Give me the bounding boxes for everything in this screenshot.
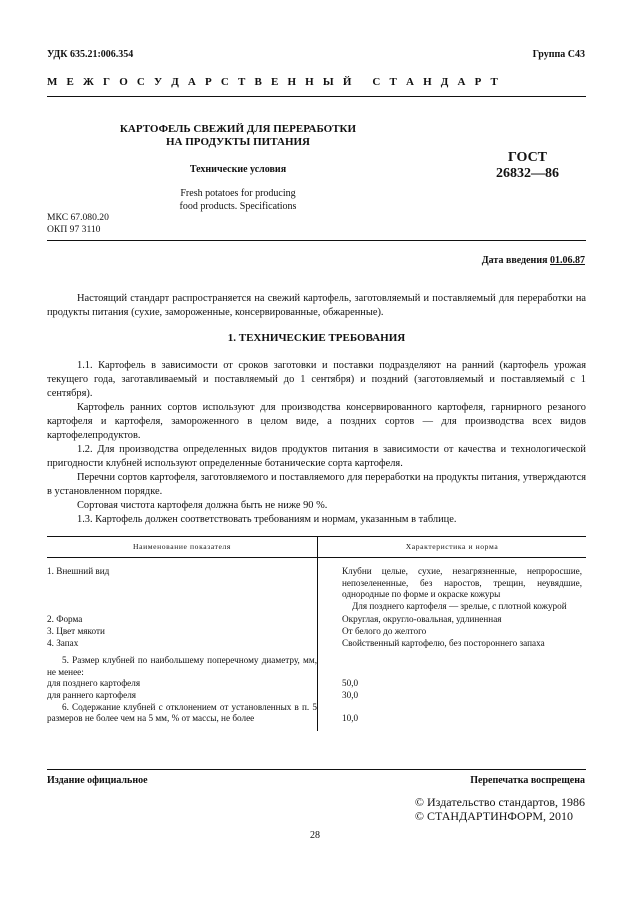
table-row [47,558,586,613]
column-header-norm: Характеристика и норма [318,537,587,558]
row-size-name: 5. Размер клубней по наибольшему поперечному диаметру, мм, не менее: [47,649,318,678]
row-appearance-name: 1. Внешний вид [47,558,318,613]
row-shape-name: 2. Форма [47,612,318,626]
introduction-date [482,255,585,266]
table-row [47,626,586,638]
title-line-2: НА ПРОДУКТЫ ПИТАНИЯ [165,136,310,148]
copyright-2010: © СТАНДАРТИНФОРМ, 2010 [414,809,574,823]
row-flesh-color-name: 3. Цвет мякоти [47,626,318,638]
footer-divider [47,769,586,770]
row-size-early-name: для раннего картофеля [47,690,318,702]
table-row [47,649,586,678]
column-header-indicator: Наименование показателя [47,537,318,558]
table-row [47,690,586,702]
interstate-standard-banner: М Е Ж Г О С У Д А Р С Т В Е Н Н Ы Й С Т А Н Д А Р Т [47,76,502,88]
okp-code: ОКП 97 3110 [47,224,101,235]
row-size-late-name: для позднего картофеля [47,678,318,690]
paragraph-1-1: 1.1. Картофель в зависимости от сроков заготовки и поставки подразделяют на ранний (картофель урожая текущего года, заготавливаемый и поставляемый до 1 сентября) и поздний (заготовляемый и поставляемый с 1 сентября). [47,360,586,399]
row-size-early-value: 30,0 [342,689,359,700]
row-deviation-name: 6. Содержание клубней с отклонением от установленных в п. 5 размеров не более чем на 5 мм, % от массы, не более [47,702,318,731]
section-1-body [47,359,586,527]
mks-code: МКС 67.080.20 [47,212,109,223]
row-size-value [318,649,587,678]
classification-codes [47,212,109,236]
row-odor-name: 4. Запах [47,638,318,650]
english-title-line-1: Fresh potatoes for producing [180,188,296,199]
scope-paragraph: Настоящий стандарт распространяется на свежий картофель, заготовляемый и поставляемый для переработки на продукты питания (сухие, замороженные, консервированные, обжаренные). [47,293,586,318]
row-appearance-value [318,558,587,613]
header-divider [47,96,586,97]
udk-code: УДК 635.21:006.354 [47,49,134,60]
table-row [47,612,586,626]
group-code: Группа С43 [532,49,585,60]
paragraph-variety-lists: Перечни сортов картофеля, заготовляемого и поставляемого для переработки на продукты питания, утверждаются в установленном порядке. [47,472,586,497]
page-number: 28 [310,830,320,841]
gost-label: ГОСТ [507,150,548,165]
introduction-date-label: Дата введения [481,255,548,266]
introduction-date-value: 01.06.87 [550,255,585,266]
copyright-block [415,795,585,823]
table-row [47,638,586,650]
requirements-table [47,536,586,731]
english-title [118,187,358,213]
row-deviation-value: 10,0 [342,713,359,724]
paragraph-1-2: 1.2. Для производства определенных видов продуктов питания в зависимости от качества и технологической пригодности клубней используют определенные ботанические сорта картофеля. [47,444,586,469]
english-title-line-2: food products. Specifications [179,201,297,212]
official-edition-label: Издание официальное [47,775,148,786]
copyright-1986: © Издательство стандартов, 1986 [414,795,585,809]
row-size-late-value: 50,0 [342,678,359,689]
gost-designation [496,150,559,182]
table-header-row [47,537,586,558]
paragraph-varietal-purity: Сортовая чистота картофеля должна быть не ниже 90 %. [77,500,328,511]
row-shape-value: Округлая, округло-овальная, удлиненная [342,614,502,625]
paragraph-1-3: 1.3. Картофель должен соответствовать требованиям и нормам, указанным в таблице. [77,514,457,525]
appearance-general: Клубни целые, сухие, незагрязненные, непроросшие, непозелененные, без наростов, трещин, неувядшие, однородные по форме и окраске кожуры [342,566,582,600]
table-row [47,678,586,690]
reprint-prohibited-label: Перепечатка воспрещена [470,775,585,786]
table-row [47,702,586,731]
row-flesh-color-value: От белого до желтого [342,625,427,636]
gost-number: 26832—86 [496,166,559,181]
title-divider [47,240,586,241]
title-line-1: КАРТОФЕЛЬ СВЕЖИЙ ДЛЯ ПЕРЕРАБОТКИ [119,123,357,135]
row-odor-value: Свойственный картофелю, без постороннего запаха [342,637,545,648]
appearance-late: Для позднего картофеля — зрелые, с плотной кожурой [352,600,567,611]
document-title [118,123,358,149]
document-subtitle: Технические условия [189,164,287,175]
section-1-heading: 1. ТЕХНИЧЕСКИЕ ТРЕБОВАНИЯ [227,332,406,344]
paragraph-early-varieties: Картофель ранних сортов используют для производства консервированного картофеля, гарнирного резаного картофеля и картофеля, замороженного в целом виде, а поздних сортов — для производства всех видов картофелепродуктов. [47,402,586,441]
